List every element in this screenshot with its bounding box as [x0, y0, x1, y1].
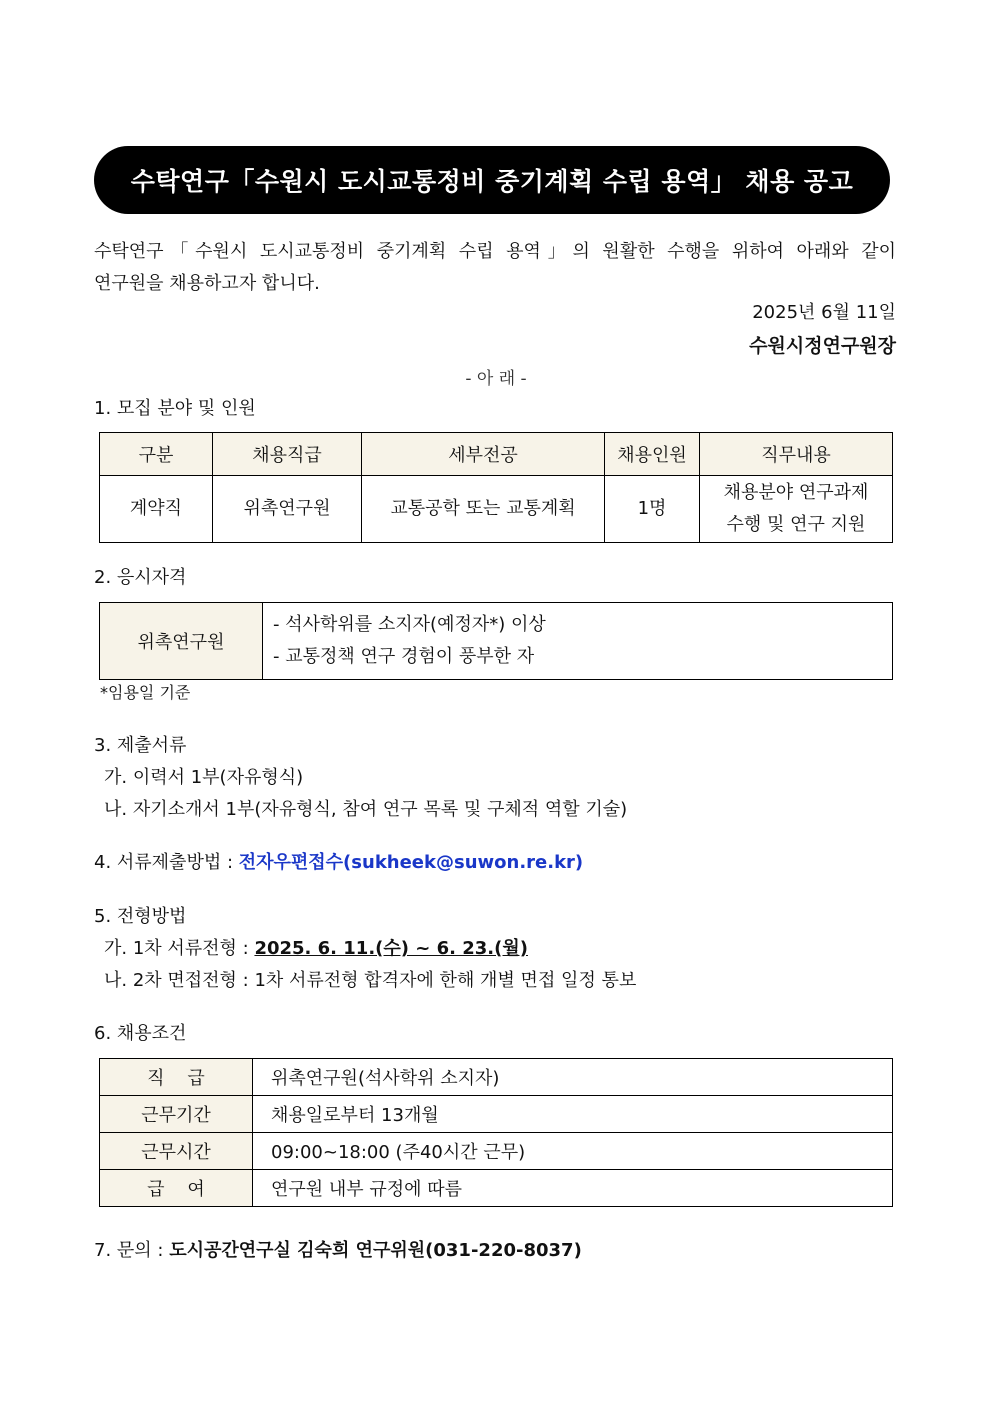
condition-label: 근무기간	[100, 1096, 253, 1133]
intro-paragraph	[94, 236, 896, 300]
table-row	[100, 1059, 893, 1096]
table-row	[100, 603, 893, 680]
intro-line-2: 연구원을 채용하고자 합니다.	[94, 273, 320, 294]
intro-line-1: 수탁연구「수원시 도시교통정비 중기계획 수립 용역」의 원활한 수행을 위하여 아래와 같이	[94, 241, 896, 262]
below-heading: - 아 래 -	[465, 369, 527, 389]
qualification-label: 위촉연구원	[100, 603, 263, 680]
condition-label: 근무시간	[100, 1133, 253, 1170]
document-item-2: 나. 자기소개서 1부(자유형식, 참여 연구 목록 및 구체적 역할 기술)	[104, 799, 628, 820]
section-4-heading: 4. 서류제출방법 :	[94, 852, 239, 873]
section-5-heading: 5. 전형방법	[94, 906, 187, 927]
issuer-name: 수원시정연구원장	[749, 335, 896, 357]
section-4	[94, 848, 583, 874]
duty-line-2: 수행 및 연구 지원	[726, 514, 866, 535]
condition-value: 채용일로부터 13개월	[253, 1096, 893, 1133]
announcement-date: 2025년 6월 11일	[752, 302, 896, 323]
header-rank: 채용직급	[213, 433, 362, 476]
screening-step-2: 나. 2차 면접전형 : 1차 서류전형 합격자에 한해 개별 면접 일정 통보	[104, 970, 637, 991]
section-2-heading: 2. 응시자격	[94, 567, 187, 588]
cell-major: 교통공학 또는 교통계획	[362, 476, 605, 543]
section-6-heading: 6. 채용조건	[94, 1023, 187, 1044]
title-banner	[94, 146, 890, 214]
table-row	[100, 1096, 893, 1133]
section-1-heading: 1. 모집 분야 및 인원	[94, 398, 256, 419]
section-7	[94, 1236, 582, 1262]
cell-count: 1명	[605, 476, 700, 543]
requirement-2: - 교통정책 연구 경험이 풍부한 자	[273, 646, 535, 667]
page-title: 수탁연구「수원시 도시교통정비 중기계획 수립 용역」 채용 공고	[130, 167, 854, 196]
screening-step-1	[104, 934, 528, 960]
header-type: 구분	[100, 433, 213, 476]
header-major: 세부전공	[362, 433, 605, 476]
condition-label: 급 여	[100, 1170, 253, 1207]
section-3-heading: 3. 제출서류	[94, 735, 187, 756]
duty-line-1: 채용분야 연구과제	[723, 482, 869, 503]
cell-rank: 위촉연구원	[213, 476, 362, 543]
conditions-table	[99, 1058, 893, 1207]
cell-duty	[700, 476, 893, 543]
qualification-table	[99, 602, 893, 680]
requirement-1: - 석사학위를 소지자(예정자*) 이상	[273, 614, 546, 635]
screening-period: 2025. 6. 11.(수) ~ 6. 23.(월)	[254, 938, 528, 959]
condition-value: 09:00~18:00 (주40시간 근무)	[253, 1133, 893, 1170]
header-duty: 직무내용	[700, 433, 893, 476]
table-row	[100, 1170, 893, 1207]
table-header-row	[100, 433, 893, 476]
header-count: 채용인원	[605, 433, 700, 476]
submission-method: 전자우편접수(sukheek@suwon.re.kr)	[238, 852, 584, 873]
cell-type: 계약직	[100, 476, 213, 543]
document-item-1: 가. 이력서 1부(자유형식)	[104, 767, 304, 788]
condition-value: 연구원 내부 규정에 따름	[253, 1170, 893, 1207]
table-row	[100, 476, 893, 543]
section-7-heading: 7. 문의 :	[94, 1240, 170, 1261]
condition-value: 위촉연구원(석사학위 소지자)	[253, 1059, 893, 1096]
footnote: *임용일 기준	[100, 683, 191, 702]
screening-step-1-label: 가. 1차 서류전형 :	[104, 938, 255, 959]
contact-info: 도시공간연구실 김숙희 연구위원(031-220-8037)	[169, 1240, 582, 1261]
recruitment-table	[99, 432, 893, 543]
condition-label: 직 급	[100, 1059, 253, 1096]
qualification-requirements	[263, 603, 893, 680]
table-row	[100, 1133, 893, 1170]
